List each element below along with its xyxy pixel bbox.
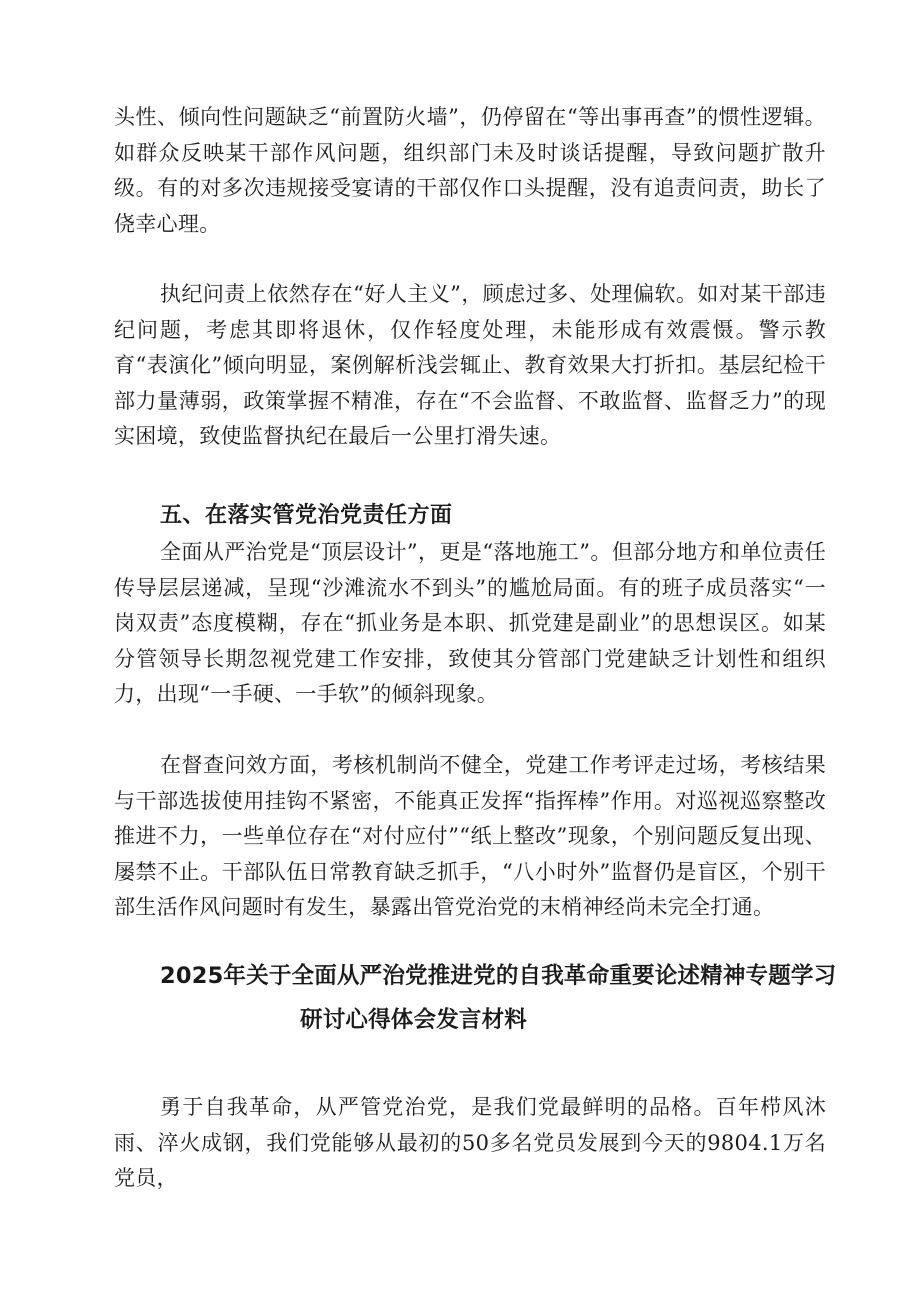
- paragraph-continuation: 头性、倾向性问题缺乏“前置防火墙”，仍停留在“等出事再查”的惯性逻辑。如群众反映某干部作风问题，组织部门未及时谈话提醒，导致问题扩散升级。有的对多次违规接受宴请的干部仅作口头提醒，没有追责问责，助长了侥幸心理。: [114, 105, 826, 236]
- paragraph-supervision: 在督查问效方面，考核机制尚不健全，党建工作考评走过场，考核结果与干部选拔使用挂钩不紧密，不能真正发挥“指挥棒”作用。对巡视巡察整改推进不力，一些单位存在“对付应付”“纸上整改”现象，个别问题反复出现、屡禁不止。干部队伍日常教育缺乏抓手，“八小时外”监督仍是盲区，个别干部生活作风问题时有发生，暴露出管党治党的末梢神经尚未完全打通。: [114, 753, 826, 919]
- article-title-line-1: 2025年关于全面从严治党推进党的自我革命重要论述精神专题学习: [160, 963, 837, 989]
- paragraph-self-revolution: 勇于自我革命，从严管党治党，是我们党最鲜明的品格。百年栉风沐雨、淬火成钢，我们党能够从最初的50多名党员发展到今天的9804.1万名党员，: [114, 1095, 826, 1190]
- section-heading: 五、在落实管党治党责任方面: [160, 503, 453, 528]
- paragraph-responsibility: 全面从严治党是“顶层设计”，更是“落地施工”。但部分地方和单位责任传导层层递减，呈现“沙滩流水不到头”的尴尬局面。有的班子成员落实“一岗双责”态度模糊，存在“抓业务是本职、抓党建是副业”的思想误区。如某分管领导长期忽视党建工作安排，致使其分管部门党建缺乏计划性和组织力，出现“一手硬、一手软”的倾斜现象。: [114, 540, 826, 706]
- article-title: [160, 954, 860, 1042]
- article-title-line-2: 研讨心得体会发言材料: [300, 1007, 528, 1033]
- paragraph-discipline-accountability: 执纪问责上依然存在“好人主义”，顾虑过多、处理偏软。如对某干部违纪问题，考虑其即将退休，仅作轻度处理，未能形成有效震慑。警示教育“表演化”倾向明显，案例解析浅尝辄止、教育效果大打折扣。基层纪检干部力量薄弱，政策掌握不精准，存在“不会监督、不敢监督、监督乏力”的现实困境，致使监督执纪在最后一公里打滑失速。: [114, 282, 826, 448]
